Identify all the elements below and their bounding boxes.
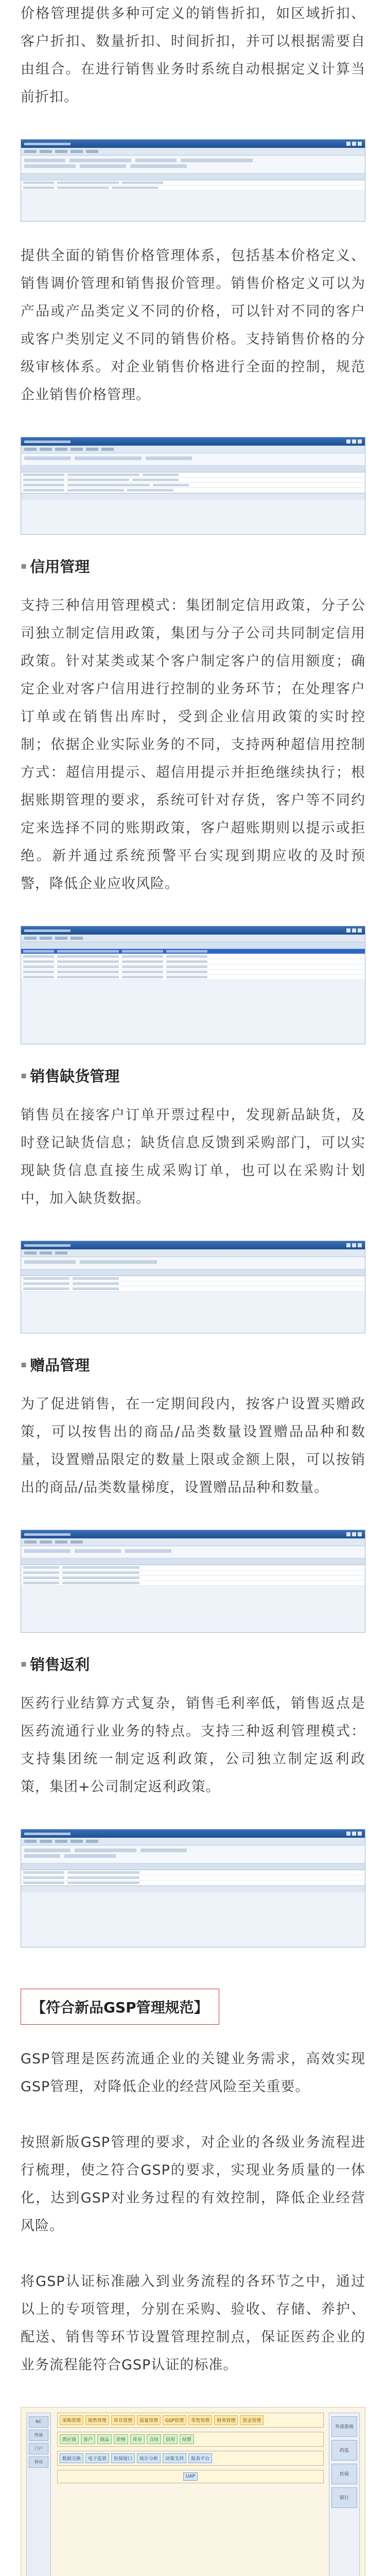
gsp-paragraph-2: 按照新版GSP管理的要求，对企业的各级业务流程进行梳理，使之符合GSP的要求，实现业务质量的一体化，达到GSP对业务过程的有效控制，降低企业经营风险。 — [21, 2134, 365, 2234]
arch-middle — [57, 2413, 324, 2576]
form-area — [21, 156, 365, 174]
window-toolbar — [21, 148, 365, 156]
window-titlebar — [21, 140, 365, 148]
rebate-section-title — [21, 1653, 365, 1674]
shortage-screenshot — [21, 1241, 365, 1333]
bullet-icon: ▪ — [21, 1359, 27, 1370]
credit-section-title — [21, 555, 365, 577]
shortage-section-title — [21, 1065, 365, 1086]
bullet-icon: ▪ — [21, 1658, 27, 1669]
arch-right-column: 外部系统 药监 医保 银行 — [329, 2413, 360, 2576]
bullet-icon: ▪ — [21, 561, 27, 571]
price-list-screenshot — [21, 437, 365, 535]
pricing-paragraph-1: 价格管理提供多种可定义的销售折扣，如区域折扣、客户折扣、数量折扣、时间折扣，并可以根据需要自由组合。在进行销售业务时系统自动根据定义计算当前折扣。 — [21, 6, 365, 105]
credit-paragraph: 支持三种信用管理模式：集团制定信用政策，分子公司独立制定信用政策，集团与分子公司共同制定信用政策。针对某类或某个客户制定客户的信用额度；确定企业对客户信用进行控制的业务环节；在处理客户订单或在销售出库时，受到企业信用政策的实时控制；依据企业实际业务的不同，支持两种超信用控制方式：超信用提示、超信用提示并拒绝继续执行；根据账期管理的要求，系统可针对存货，客户等不同约定来选择不同的账期政策，客户超账期则以提示或拒绝。新并通过系统预警平台实现到期应收的及时预警，降低企业应收风险。 — [21, 598, 365, 892]
gift-screenshot — [21, 1530, 365, 1633]
gift-title-text: 赠品管理 — [30, 1357, 90, 1374]
bullet-icon: ▪ — [21, 1070, 27, 1081]
arch-band-business: 采购管理 销售管理 库存管理 质量管理 GSP管理 零售管理 财务管理 资金管理 — [57, 2413, 324, 2428]
rebate-title-text: 销售返利 — [30, 1656, 90, 1673]
credit-screenshot — [21, 926, 365, 1044]
gsp-frame-title: 【 符合新品GSP管理规范 】 — [21, 1989, 219, 2025]
gift-section-title — [21, 1354, 365, 1375]
shortage-paragraph: 销售员在接客户订单开票过程中，发现新品缺货，及时登记缺货信息；缺货信息反馈到采购部门，可以实现缺货信息直接生成采购订单，也可以在采购计划中，加入缺货数据。 — [21, 1107, 365, 1207]
arch-band-uap: UAP — [57, 2470, 324, 2483]
arch-left-column: NC 终端 门户 移动 — [26, 2413, 51, 2576]
arch-band-basedata: 供应商 客户 商品 价格 库存 合同 信用 结算 — [57, 2432, 324, 2447]
gsp-paragraph-3: 将GSP认证标准融入到业务流程的各环节之中，通过以上的专项管理，分别在采购、验收、存储、养护、配送、销售等环节设置管理控制点，保证医药企业的业务流程能符合GSP认证的标准。 — [21, 2274, 365, 2373]
arch-band-platform: 数据交换 电子监管 医保接口 统计分析 决策支持 报表平台 — [57, 2451, 324, 2466]
pricing-paragraph-2: 提供全面的销售价格管理体系，包括基本价格定义、销售调价管理和销售报价管理。销售价格定义可以为产品或产品类定义不同的价格，可以针对不同的客户或客户类别定义不同的销售价格。支持销售价格的分级审核体系。对企业销售价格进行全面的控制，规范企业销售价格管理。 — [21, 248, 365, 403]
gsp-architecture-diagram — [21, 2407, 365, 2576]
rebate-paragraph: 医药行业结算方式复杂，销售毛利率低，销售返点是医药流通行业业务的特点。支持三种返利管理模式：支持集团统一制定返利政策，公司独立制定返利政策，集团+公司制定返利政策。 — [21, 1696, 365, 1795]
data-grid — [21, 174, 365, 191]
shortage-title-text: 销售缺货管理 — [30, 1067, 120, 1085]
rebate-screenshot — [21, 1829, 365, 1947]
gift-paragraph: 为了促进销售，在一定期间段内，按客户设置买赠政策，可以按售出的商品/品类数量设置赠品品种和数量，设置赠品限定的数量上限或金额上限，可以按销出的商品/品类数量梯度，设置赠品品种和数量。 — [21, 1396, 365, 1496]
price-management-screenshot — [21, 139, 365, 222]
credit-title-text: 信用管理 — [30, 558, 90, 575]
gsp-paragraph-1: GSP管理是医药流通企业的关键业务需求，高效实现GSP管理，对降低企业的经营风险至关重要。 — [21, 2051, 365, 2095]
